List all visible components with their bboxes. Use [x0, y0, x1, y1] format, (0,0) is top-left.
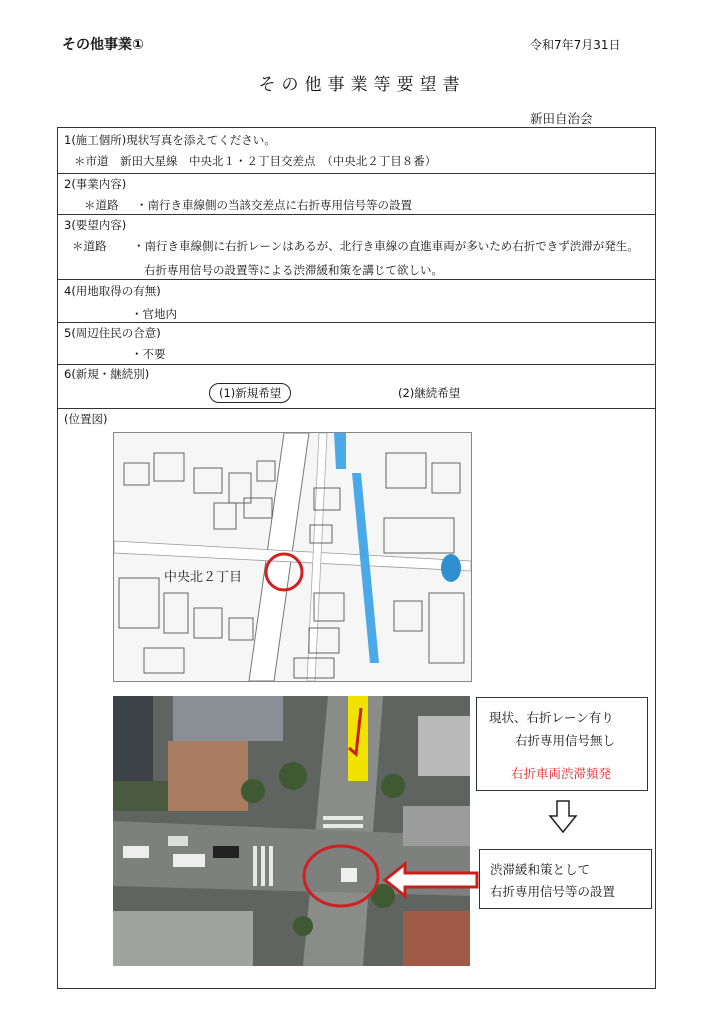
section-4-line: ・官地内: [131, 307, 177, 321]
section-3-line-2: 右折専用信号の設置等による渋滞緩和策を講じて欲しい。: [144, 263, 443, 277]
current-status-callout: [476, 697, 648, 791]
section-2-heading: 2(事業内容): [64, 177, 127, 191]
down-arrow-icon: [548, 800, 578, 834]
section-1-heading: 1(施工個所)現状写真を添えてください。: [64, 133, 276, 147]
organization-name: 新田自治会: [530, 111, 593, 126]
option-new-selected: (1)新規希望: [209, 383, 291, 403]
callout-proposal-line-2: 右折専用信号等の設置: [490, 884, 616, 899]
map-area-label: 中央北２丁目: [164, 570, 243, 585]
section-4-heading: 4(用地取得の有無): [64, 284, 161, 298]
section-5-heading: 5(周辺住民の合意): [64, 326, 161, 340]
callout-proposal-line-1: 渋滞緩和策として: [490, 862, 591, 877]
document-title: その他事業等要望書: [258, 75, 466, 95]
left-arrow-icon: [383, 860, 479, 900]
section-5-line: ・不要: [131, 347, 166, 361]
section-1-line: ＊市道 新田大星線 中央北１・２丁目交差点 （中央北２丁目８番）: [74, 154, 437, 168]
location-heading: (位置図): [64, 412, 108, 426]
section-6-heading: 6(新規・継続別): [64, 367, 150, 381]
section-2-prefix: ＊道路: [84, 198, 119, 212]
section-3-heading: 3(要望内容): [64, 218, 127, 232]
location-map: [113, 432, 472, 682]
section-3-prefix: ＊道路: [72, 239, 107, 253]
section-2-line: ・南行き車線側の当該交差点に右折専用信号等の設置: [136, 198, 412, 212]
section-label: その他事業①: [62, 37, 144, 53]
aerial-photo: [113, 696, 470, 966]
callout-status-line-1: 現状、右折レーン有り: [489, 710, 614, 725]
callout-status-line-3: 右折車両渋滞頻発: [511, 766, 612, 781]
callout-status-line-2: 右折専用信号無し: [515, 733, 616, 748]
option-continue: (2)継続希望: [398, 386, 461, 400]
proposal-callout: [479, 849, 652, 909]
section-3-line-1: ・南行き車線側に右折レーンはあるが、北行き車線の直進車両が多いため右折できず渋滞が発生。: [133, 239, 639, 253]
document-date: 令和7年7月31日: [530, 38, 621, 52]
